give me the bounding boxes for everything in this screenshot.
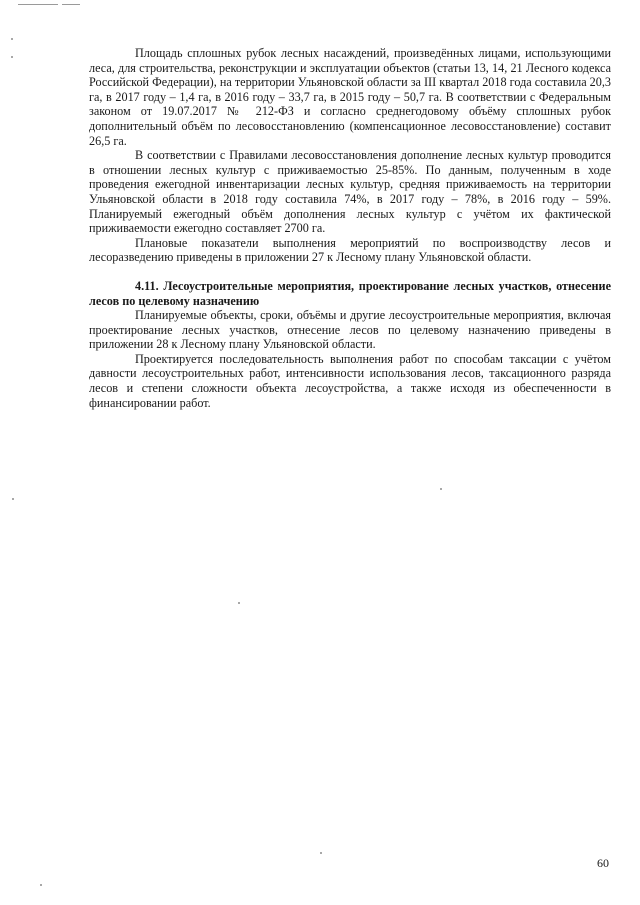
paragraph-work-sequence: Проектируется последовательность выполнения работ по способам таксации с учётом давности лесоустроительных работ, интенсивности использования лесов, таксационного разряда лесов и степени сложности объекта лесоустройства, а также исходя из обеспеченности в финансировании работ. — [89, 351, 611, 410]
scan-dot — [11, 56, 13, 58]
paragraph-planned-indicators: Плановые показатели выполнения мероприятий по воспроизводству лесов и лесоразведению приведены в приложении 27 к Лесному плану Ульяновской области. — [89, 235, 611, 265]
section-heading-4-11: 4.11. Лесоустроительные мероприятия, проектирование лесных участков, отнесение лесов по целевому назначению — [89, 278, 611, 308]
scan-mark-top — [18, 4, 58, 5]
scan-dot — [11, 38, 13, 40]
scan-dot — [320, 852, 322, 854]
page-number: 60 — [597, 856, 609, 870]
paragraph-clear-cutting: Площадь сплошных рубок лесных насаждений, произведённых лицами, использующими леса, для строительства, реконструкции и эксплуатации объектов (статьи 13, 14, 21 Лесного кодекса Российской Федерации), на территории Ульяновской области за III квартал 2018 года составила 20,3 га, в 2017 году – 1,4 га, в 2016 году – 33,7 га, в 2015 году – 50,7 га. В соответствии с Федеральным законом от 19.07.2017 № 212-ФЗ и согласно среднегодовому объёму сплошных рубок дополнительный объём по лесовосстановлению (компенсационное лесовосстановление) составит 26,5 га. — [89, 46, 611, 148]
scan-dot — [12, 498, 14, 500]
section-gap — [89, 265, 611, 279]
paragraph-crop-supplement: В соответствии с Правилами лесовосстановления дополнение лесных культур проводится в отношении лесных культур с приживаемостью 25-85%. По данным, полученным в ходе проведения ежегодной инвентаризации лесных культур, средняя приживаемость на территории Ульяновской области в 2018 году составила 74%, в 2017 году – 78%, в 2016 году – 59%. Планируемый ежегодный объём дополнения лесных культур с учётом их фактической приживаемости ежегодно составляет 2700 га. — [89, 148, 611, 236]
scan-dot — [238, 602, 240, 604]
document-body — [89, 46, 611, 410]
paragraph-forest-management-objects: Планируемые объекты, сроки, объёмы и другие лесоустроительные мероприятия, включая проектирование лесных участков, отнесение лесов по целевому назначению приведены в приложении 28 к Лесному плану Ульяновской области. — [89, 308, 611, 352]
scan-dot — [440, 488, 442, 490]
scan-dot — [40, 884, 42, 886]
scan-mark-top-2 — [62, 4, 80, 5]
